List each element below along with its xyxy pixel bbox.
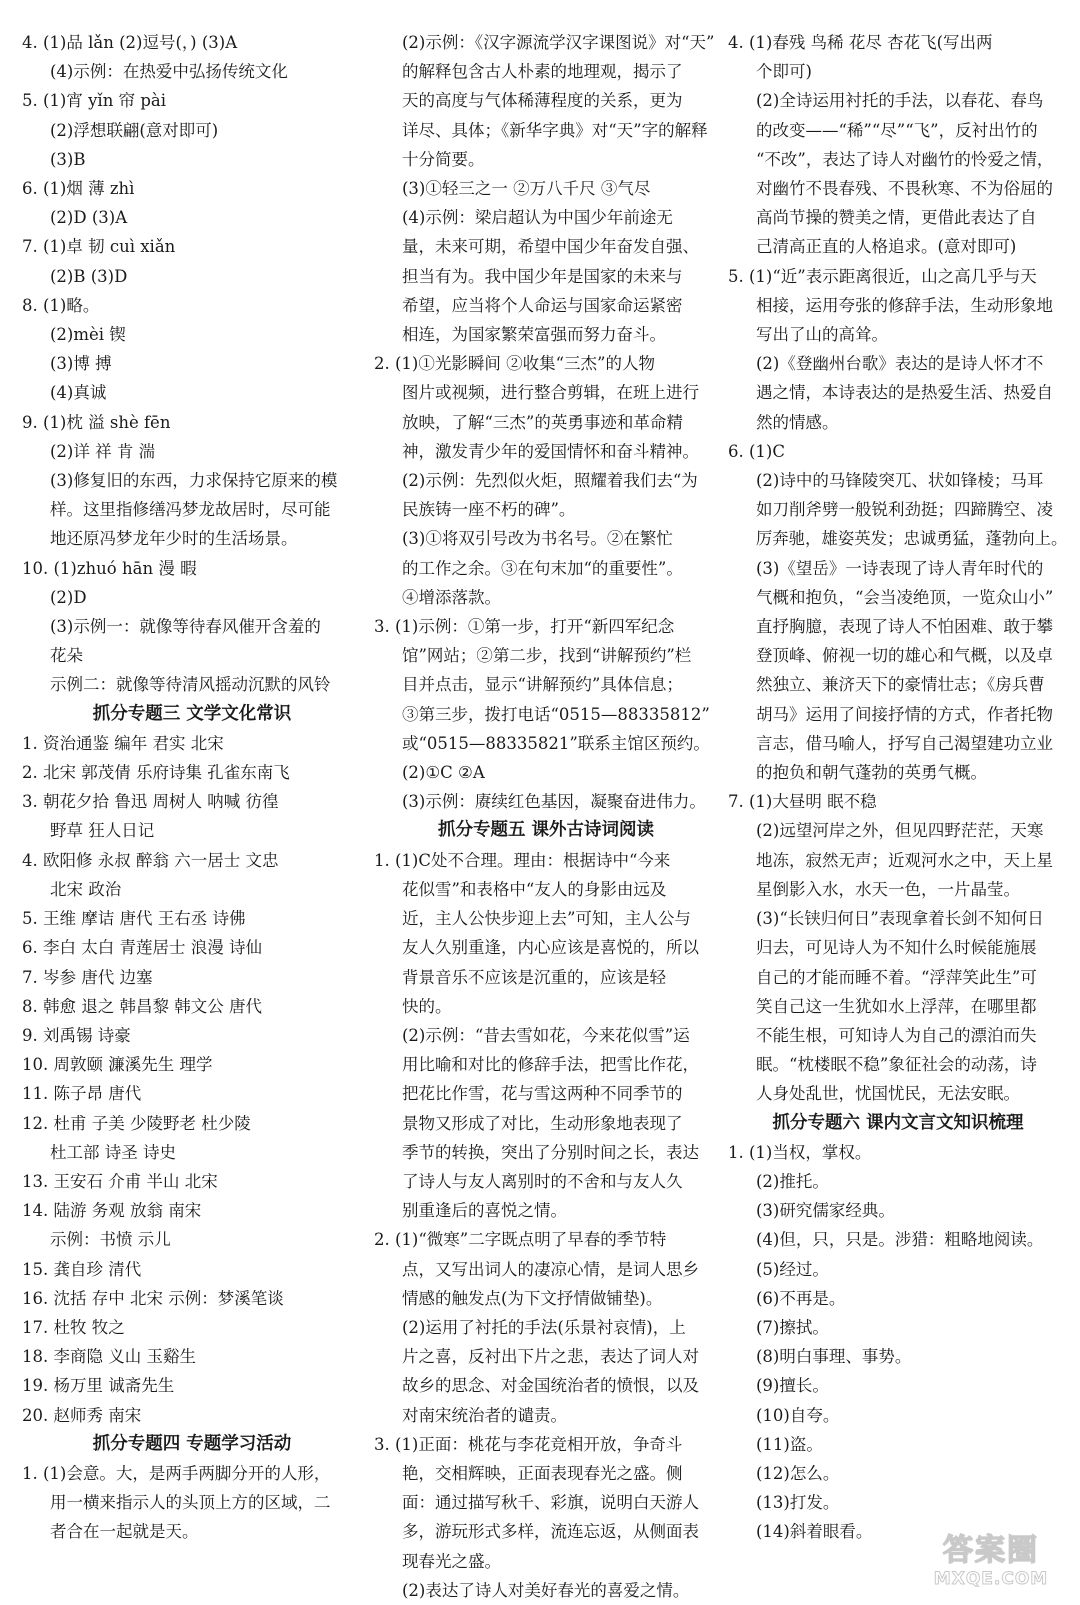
answer-subline: (3)“长铗归何日”表现拿着长剑不知何日 [756,909,1044,929]
answer-subline: 目并点击，显示“讲解预约”具体信息； [402,675,683,695]
answer-subline: 气概和抱负，“会当凌绝顶，一览众山小” [756,587,1054,607]
answer-line: 5. (1)“近”表示距离很近，山之高几乎与天 [728,266,1037,286]
answer-subline: 情感的触发点(为下文抒情做铺垫)。 [402,1288,663,1308]
answer-subline: 厉奔驰，雄姿英发；忠诚勇猛，蓬勃向上。 [755,529,1068,549]
answer-line: 16. 沈括 存中 北宋 示例：梦溪笔谈 [22,1288,284,1308]
answer-subline: 快的。 [402,996,452,1016]
column-middle [374,28,718,1605]
answer-subline: (2)D [50,587,87,607]
answer-line: 10. 周敦颐 濂溪先生 理学 [22,1055,213,1075]
answer-line: 4. 欧阳修 永叔 醉翁 六一居士 文忠 [22,850,279,870]
column-left [22,28,362,1547]
answer-subline: 野草 狂人日记 [50,821,155,841]
answer-subline: 的抱负和朝气蓬勃的英勇气概。 [756,763,987,783]
answer-subline: (6)不再是。 [756,1288,846,1308]
answer-line: 1. (1)C处不合理。理由：根据诗中“今来 [374,850,671,870]
answer-line: 2. 北宋 郭茂倩 乐府诗集 孔雀东南飞 [22,763,290,783]
answer-line: 4. (1)春残 鸟稀 花尽 杏花飞(写出两 [728,33,993,52]
answer-line: 6. (1)C [728,441,785,461]
answer-subline: (3)①将双引号改为书名号。②在繁忙 [402,529,673,549]
answer-subline: (2)D (3)A [50,208,128,228]
answer-subline: 景物又形成了对比，生动形象地表现了 [402,1113,683,1133]
answer-subline: (2)示例：“昔去雪如花，今来花似雪”运 [402,1025,690,1045]
answer-subline: (8)明白事理、事势。 [756,1347,912,1367]
answer-line: 6. 李白 太白 青莲居士 浪漫 诗仙 [22,938,262,958]
section-heading: 抓分专题四 专题学习活动 [92,1433,292,1454]
answer-line: 9. (1)枕 溢 shè fēn [22,412,171,432]
answer-subline: 不能生根，可知诗人为自己的漂泊而失 [756,1025,1037,1045]
answer-subline: 别重逢后的喜悦之情。 [402,1201,567,1221]
answer-subline: 天的高度与气体稀薄程度的关系，更为 [402,91,683,111]
answer-subline: ④增添落款。 [402,587,501,607]
answer-subline: 对南宋统治者的谴责。 [402,1405,567,1425]
answer-subline: 然的情感。 [756,412,839,432]
answer-subline: (3)①轻三之一 ②万八千尺 ③气尽 [402,179,651,199]
answer-subline: 片之喜，反衬出下片之悲，表达了词人对 [402,1347,699,1367]
answer-line: 3. 朝花夕拾 鲁迅 周树人 呐喊 彷徨 [22,792,279,812]
answer-subline: 把花比作雪，花与雪这两种不同季节的 [402,1084,683,1104]
answer-subline: 故乡的思念、对金国统治者的愤恨，以及 [402,1376,699,1396]
answer-line: 3. (1)示例：①第一步，打开“新四军纪念 [374,617,675,637]
answer-subline: 相连，为国家繁荣富强而努力奋斗。 [402,325,666,345]
watermark-badge: 答案圈 [943,1533,1039,1568]
answer-line: 1. (1)当权，掌权。 [728,1142,872,1162]
answer-line: 2. (1)①光影瞬间 ②收集“三杰”的人物 [374,354,655,374]
answer-subline: 的解释包含古人朴素的地理观，揭示了 [402,62,683,82]
answer-subline: 个即可) [756,62,812,82]
answer-subline: 直抒胸臆，表现了诗人不怕困难、敢于攀 [756,617,1053,637]
answer-subline: (2)示例：先烈似火炬，照耀着我们去“为 [402,471,698,491]
answer-subline: 星倒影入水，水天一色，一片晶莹。 [756,879,1020,899]
answer-subline: 季节的转换，突出了分别时间之长，表达 [402,1142,699,1162]
answer-line: 4. (1)品 lǎn (2)逗号(，) (3)A [22,33,238,52]
answer-subline: (2)诗中的马锋陵突兀、状如锋棱；马耳 [756,471,1044,491]
answer-subline: 用一横来指示人的头顶上方的区域，二 [50,1493,331,1513]
answer-line: 19. 杨万里 诚斋先生 [22,1376,175,1396]
answer-subline: (14)斜着眼看。 [756,1522,873,1542]
answer-subline: (3)博 搏 [50,354,112,374]
column-right [728,28,1068,1547]
answer-subline: 北宋 政治 [50,879,122,899]
answer-subline: 眠。“枕楼眠不稳”象征社会的动荡，诗 [756,1055,1037,1075]
answer-subline: ③第三步，拨打电话“0515—88335812” [402,704,710,724]
answer-subline: 地冻，寂然无声；近观河水之中，天上星 [756,850,1053,870]
answer-subline: 面：通过描写秋千、彩旗，说明白天游人 [402,1493,699,1513]
answer-subline: 写出了山的高耸。 [756,325,888,345]
answer-subline: (2)《登幽州台歌》表达的是诗人怀才不 [756,354,1044,374]
answer-subline: 花朵 [50,646,83,666]
answer-subline: 登顶峰、俯视一切的雄心和气概，以及卓 [756,646,1053,666]
answer-subline: 民族铸一座不朽的碑”。 [402,500,576,520]
section-heading: 抓分专题五 课外古诗词阅读 [437,820,655,841]
answer-subline: 高尚节操的赞美之情，更借此表达了自 [756,208,1037,228]
answer-subline: (2)①C ②A [402,763,485,783]
answer-subline: 详尽、具体；《新华字典》对“天”字的解释 [402,120,708,140]
answer-subline: 神，激发青少年的爱国情怀和奋斗精神。 [402,441,699,461]
answer-subline: 友人久别重逢，内心应该是喜悦的，所以 [402,938,699,958]
answer-subline: 人身处乱世，忧国忧民，无法安眠。 [756,1084,1020,1104]
answer-subline: (4)示例：在热爱中弘扬传统文化 [50,62,288,82]
answer-line: 10. (1)zhuó hān 漫 暇 [22,558,197,578]
answer-line: 18. 李商隐 义山 玉谿生 [22,1347,196,1367]
answer-subline: 杜工部 诗圣 诗史 [50,1142,176,1162]
answer-subline: (12)怎么。 [756,1463,840,1483]
answer-subline: 量，未来可期，希望中国少年奋发自强、 [402,237,699,257]
answer-subline: (7)擦拭。 [756,1317,829,1337]
answer-subline: 归去，可见诗人为不知什么时候能施展 [756,938,1037,958]
answer-subline: 自己的才能而睡不着。“浮萍笑此生”可 [756,967,1037,987]
answer-subline: 背景音乐不应该是沉重的，应该是轻 [402,967,666,987]
answer-subline: 者合在一起就是天。 [50,1522,199,1542]
answer-line: 12. 杜甫 子美 少陵野老 杜少陵 [22,1113,251,1133]
answer-subline: 或“0515—88335821”联系主馆区预约。 [402,733,710,753]
answer-subline: “不改”，表达了诗人对幽竹的怜爱之情， [756,149,1054,169]
answer-subline: 点，又写出词人的凄凉心情，是词人思乡 [402,1259,699,1279]
answer-subline: (2)全诗运用衬托的手法，以春花、春鸟 [756,91,1044,111]
answer-subline: (3)B [50,149,86,169]
answer-line: 7. (1)大昼明 眠不稳 [728,792,877,812]
answer-subline: (2)mèi 锲 [50,325,126,345]
section-heading: 抓分专题三 文学文化常识 [92,703,292,724]
answer-line: 3. (1)正面：桃花与李花竞相开放，争奇斗 [374,1434,683,1454]
answer-subline: 然独立、兼济天下的豪情壮志；《房兵曹 [756,675,1045,695]
answer-subline: (4)示例：梁启超认为中国少年前途无 [402,208,673,228]
answer-subline: (2)浮想联翩(意对即可) [50,120,219,140]
answer-line: 20. 赵师秀 南宋 [22,1405,142,1425]
answer-subline: (2)远望河岸之外，但见四野茫茫，天寒 [756,821,1044,841]
watermark-logo [916,1526,1066,1588]
answer-line: 7. 岑参 唐代 边塞 [22,967,153,987]
answer-subline: (3)示例：赓续红色基因，凝聚奋进伟力。 [402,792,706,812]
answer-subline: (3)研究儒家经典。 [756,1201,895,1221]
answer-subline: (3)示例一：就像等待春风催开含羞的 [50,617,321,637]
answer-subline: 艳，交相辉映，正面表现春光之盛。侧 [402,1463,683,1483]
answer-line: 8. 韩愈 退之 韩昌黎 韩文公 唐代 [22,996,262,1016]
answer-subline: (2)表达了诗人对美好春光的喜爱之情。 [402,1580,690,1600]
answer-subline: 言志，借马喻人，抒写自己渴望建功立业 [756,733,1053,753]
answer-subline: (4)但，只，只是。涉猎：粗略地阅读。 [756,1230,1044,1250]
answer-subline: 胡马》运用了间接抒情的方式，作者托物 [756,704,1053,724]
answer-line: 6. (1)烟 薄 zhì [22,179,135,199]
answer-line: 14. 陆游 务观 放翁 南宋 [22,1201,202,1221]
answer-subline: 己清高正直的人格追求。(意对即可) [756,237,1017,257]
answer-subline: 示例二：就像等待清风摇动沉默的风铃 [50,675,331,695]
answer-subline: 样。这里指修缮冯梦龙故居时，尽可能 [50,500,331,520]
answer-subline: (2)B (3)D [50,266,128,286]
answer-subline: 如刀削斧劈一般锐利劲挺；四蹄腾空、凌 [756,500,1053,520]
answer-line: 13. 王安石 介甫 半山 北宋 [22,1171,218,1191]
answer-line: 5. (1)宵 yǐn 帘 pài [22,91,166,111]
answer-subline: (3)《望岳》一诗表现了诗人青年时代的 [756,558,1044,578]
answer-subline: (3)修复旧的东西，力求保持它原来的模 [50,471,338,491]
answer-subline: (2)运用了衬托的手法(乐景衬哀情)，上 [402,1317,686,1337]
answer-subline: 多，游玩形式多样，流连忘返，从侧面表 [402,1522,699,1542]
answer-subline: 放映，了解“三杰”的英勇事迹和革命精 [402,412,683,432]
answer-line: 17. 杜牧 牧之 [22,1317,125,1337]
answer-subline: (13)打发。 [756,1493,840,1513]
answer-line: 15. 龚自珍 清代 [22,1259,142,1279]
answer-subline: (2)推托。 [756,1171,829,1191]
answer-subline: 用比喻和对比的修辞手法，把雪比作花， [402,1055,699,1075]
answer-subline: 相接，运用夸张的修辞手法，生动形象地 [756,295,1053,315]
answer-subline: (9)擅长。 [756,1376,829,1396]
answer-subline: 近，主人公快步迎上去”可知，主人公与 [402,909,691,929]
answer-subline: 示例：书愤 示儿 [50,1230,171,1250]
answer-subline: (4)真诚 [50,383,107,403]
answer-subline: 的工作之余。③在句末加“的重要性”。 [402,558,683,578]
answer-subline: 遇之情，本诗表达的是热爱生活、热爱自 [756,383,1053,403]
answer-subline: (10)自夸。 [756,1405,840,1425]
answer-subline: 十分简要。 [402,149,485,169]
watermark-url: MXQE.COM [933,1569,1049,1589]
answer-line: 1. (1)会意。大，是两手两脚分开的人形， [22,1463,331,1483]
answer-subline: 希望，应当将个人命运与国家命运紧密 [402,295,683,315]
answer-subline: 对幽竹不畏春残、不畏秋寒、不为俗屈的 [756,179,1053,199]
answer-subline: 担当有为。我中国少年是国家的未来与 [402,266,683,286]
answer-subline: (5)经过。 [756,1259,829,1279]
answer-subline: (2)示例：《汉字源流学汉字课图说》对“天” [402,33,715,52]
answer-subline: 的改变——“稀”“尽”“飞”，反衬出竹的 [756,120,1038,140]
answer-subline: 了诗人与友人离别时的不舍和与友人久 [402,1171,683,1191]
answer-subline: 花似雪”和表格中“友人的身影由远及 [402,879,667,899]
answer-line: 9. 刘禹锡 诗豪 [22,1025,131,1045]
answer-subline: 现春光之盛。 [402,1551,501,1571]
answer-line: 11. 陈子昂 唐代 [22,1084,142,1104]
answer-line: 8. (1)略。 [22,295,100,315]
answer-subline: 笑自己这一生犹如水上浮萍，在哪里都 [756,996,1037,1016]
answer-line: 2. (1)“微寒”二字既点明了早春的季节特 [374,1230,667,1250]
answer-subline: 图片或视频，进行整合剪辑，在班上进行 [402,383,699,403]
answer-line: 7. (1)卓 韧 cuì xiǎn [22,237,176,257]
answer-subline: 地还原冯梦龙年少时的生活场景。 [50,529,298,549]
answer-line: 5. 王维 摩诘 唐代 王右丞 诗佛 [22,909,246,929]
answer-line: 1. 资治通鉴 编年 君实 北宋 [22,733,224,753]
answer-subline: (11)盗。 [756,1434,823,1454]
section-heading: 抓分专题六 课内文言文知识梳理 [772,1112,1024,1133]
answer-subline: (2)详 祥 肯 湍 [50,441,156,461]
answer-subline: 馆”网站；②第二步，找到“讲解预约”栏 [402,646,692,666]
